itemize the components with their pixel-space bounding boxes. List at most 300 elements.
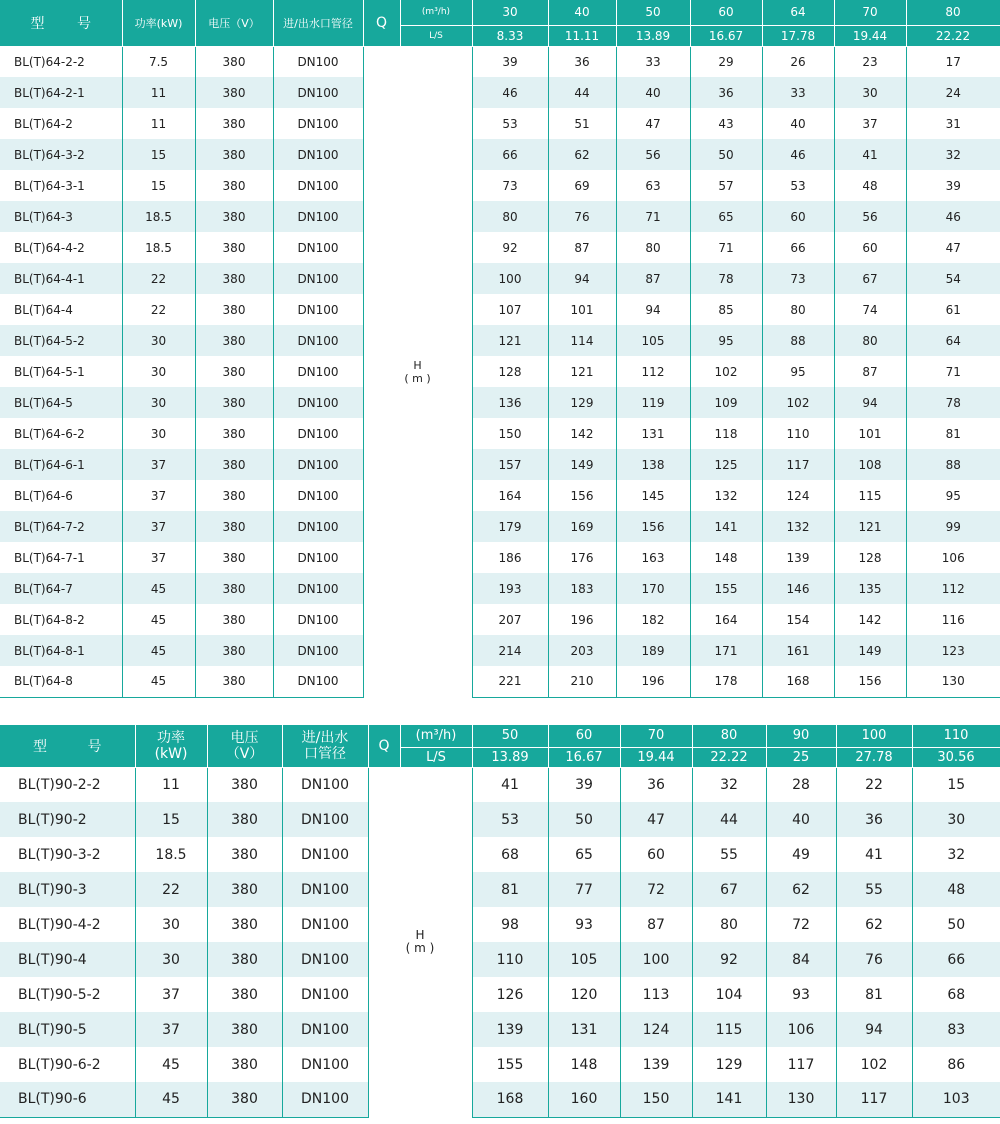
cell-head-value: 131: [616, 418, 690, 449]
table-row: [0, 837, 1000, 872]
cell-power: 22: [122, 263, 195, 294]
cell-head-value: 121: [472, 325, 548, 356]
cell-head-value: 68: [472, 837, 548, 872]
cell-power: 15: [135, 802, 207, 837]
cell-head-value: 136: [472, 387, 548, 418]
table-row: [0, 108, 1000, 139]
cell-head-value: 50: [947, 916, 966, 933]
cell-voltage: 380: [207, 872, 282, 907]
head-unit: ( m ): [405, 941, 435, 956]
cell-head-value: 126: [472, 977, 548, 1012]
flow-ls: 22.22: [906, 25, 1000, 46]
cell-voltage: 380: [195, 635, 273, 666]
cell-head-value: 56: [834, 201, 906, 232]
cell-pipe: DN100: [273, 201, 363, 232]
cell-head-value: 92: [472, 232, 548, 263]
cell-model: BL(T)64-2-1: [0, 77, 122, 108]
table-row: [0, 232, 1000, 263]
cell-head-value: 61: [945, 302, 961, 317]
flow-m3h: 50: [472, 725, 548, 747]
cell-head-value: 196: [616, 666, 690, 697]
cell-head-value: 142: [548, 418, 616, 449]
cell-head-value: 87: [616, 263, 690, 294]
cell-head-value: 47: [620, 802, 692, 837]
cell-model: BL(T)90-4: [0, 942, 135, 977]
cell-model: BL(T)90-5-2: [0, 977, 135, 1012]
flow-ls: 11.11: [548, 25, 616, 46]
cell-head-value: 93: [766, 977, 836, 1012]
head-label: H: [415, 928, 425, 943]
cell-head-value: 171: [690, 635, 762, 666]
cell-head-value: 203: [548, 635, 616, 666]
flow-m3h: 64: [762, 0, 834, 25]
cell-head-value: 62: [548, 139, 616, 170]
cell-pipe: DN100: [273, 108, 363, 139]
cell-head-value: 87: [834, 356, 906, 387]
cell-head-value: 50: [690, 139, 762, 170]
cell-model: BL(T)90-3-2: [0, 837, 135, 872]
cell-voltage: 380: [207, 907, 282, 942]
table-row: [0, 1082, 1000, 1117]
cell-head-value: 179: [472, 511, 548, 542]
cell-head-value: 32: [692, 767, 766, 802]
cell-head-value: 87: [548, 232, 616, 263]
cell-pipe: DN100: [282, 802, 368, 837]
cell-head-value: 81: [945, 426, 961, 441]
cell-head-value: 168: [762, 666, 834, 697]
cell-pipe: DN100: [273, 139, 363, 170]
cell-head-value: 139: [762, 542, 834, 573]
cell-voltage: 380: [195, 387, 273, 418]
flow-ls: 16.67: [690, 25, 762, 46]
cell-head-value: 51: [548, 108, 616, 139]
cell-voltage: 380: [207, 1012, 282, 1047]
cell-pipe: DN100: [273, 542, 363, 573]
cell-head-value: 36: [690, 77, 762, 108]
cell-pipe: DN100: [273, 666, 363, 697]
cell-power: 30: [122, 418, 195, 449]
cell-pipe: DN100: [282, 942, 368, 977]
cell-pipe: DN100: [273, 46, 363, 77]
cell-head-value: 221: [472, 666, 548, 697]
cell-voltage: 380: [195, 666, 273, 697]
cell-head-value: 48: [912, 872, 1000, 907]
header-model: 型 号: [0, 0, 122, 46]
cell-head-value: 57: [690, 170, 762, 201]
cell-head-value: 132: [690, 480, 762, 511]
cell-power: 15: [122, 139, 195, 170]
cell-head-value: 24: [906, 77, 1000, 108]
cell-head-value: 78: [906, 387, 1000, 418]
cell-model: BL(T)90-2: [0, 802, 135, 837]
cell-power: 37: [122, 449, 195, 480]
cell-pipe: DN100: [273, 232, 363, 263]
cell-voltage: 380: [195, 139, 273, 170]
cell-power: 37: [122, 542, 195, 573]
cell-head-value: 178: [690, 666, 762, 697]
cell-head-value: 83: [912, 1012, 1000, 1047]
cell-head-value: 100: [472, 263, 548, 294]
cell-power: 15: [122, 170, 195, 201]
cell-head-value: 94: [548, 263, 616, 294]
table-row: [0, 325, 1000, 356]
cell-model: BL(T)64-4-2: [0, 232, 122, 263]
cell-head-value: 43: [690, 108, 762, 139]
flow-ls: 13.89: [616, 25, 690, 46]
cell-pipe: DN100: [273, 635, 363, 666]
header-model: 型 号: [0, 725, 135, 767]
cell-head-value: 112: [616, 356, 690, 387]
flow-ls: 30.56: [912, 747, 1000, 767]
cell-head-value: 169: [548, 511, 616, 542]
cell-head-value: 99: [906, 511, 1000, 542]
cell-head-value: 72: [620, 872, 692, 907]
cell-head-value: 95: [690, 325, 762, 356]
cell-head-value: 46: [906, 201, 1000, 232]
cell-power: 30: [122, 356, 195, 387]
cell-head-value: 86: [947, 1056, 966, 1073]
flow-m3h: 110: [912, 725, 1000, 747]
table-row: [0, 449, 1000, 480]
cell-head-value: 148: [548, 1047, 620, 1082]
cell-head-value: 164: [690, 604, 762, 635]
cell-model: BL(T)90-6: [0, 1082, 135, 1117]
cell-model: BL(T)64-5: [0, 387, 122, 418]
cell-head-value: 53: [472, 108, 548, 139]
cell-pipe: DN100: [282, 872, 368, 907]
cell-head-value: 33: [762, 77, 834, 108]
cell-model: BL(T)90-5: [0, 1012, 135, 1047]
cell-power: 45: [122, 666, 195, 697]
cell-head-value: 31: [945, 116, 961, 131]
cell-head-value: 72: [766, 907, 836, 942]
cell-head-value: 29: [690, 46, 762, 77]
cell-head-value: 100: [620, 942, 692, 977]
cell-voltage: 380: [195, 77, 273, 108]
cell-head-value: 95: [945, 488, 961, 503]
table-row: [0, 1012, 1000, 1047]
flow-m3h: 60: [690, 0, 762, 25]
cell-pipe: DN100: [282, 837, 368, 872]
cell-head-value: 53: [762, 170, 834, 201]
cell-head-value: 23: [834, 46, 906, 77]
cell-power: 11: [122, 77, 195, 108]
cell-head-value: 80: [692, 907, 766, 942]
cell-power: 22: [135, 872, 207, 907]
cell-head-value: 132: [762, 511, 834, 542]
cell-head-value: 117: [766, 1047, 836, 1082]
cell-model: BL(T)64-2-2: [0, 46, 122, 77]
cell-head-value: 130: [906, 666, 1000, 697]
cell-pipe: DN100: [282, 1082, 368, 1117]
cell-model: BL(T)64-8-2: [0, 604, 122, 635]
cell-power: 22: [122, 294, 195, 325]
cell-head-value: 54: [906, 263, 1000, 294]
cell-pipe: DN100: [282, 767, 368, 802]
cell-head-value: 80: [834, 325, 906, 356]
cell-power: 45: [122, 573, 195, 604]
cell-head-value: 73: [472, 170, 548, 201]
cell-head-value: 118: [690, 418, 762, 449]
cell-head-value: 176: [548, 542, 616, 573]
cell-pipe: DN100: [273, 418, 363, 449]
cell-head-value: 149: [834, 635, 906, 666]
cell-head-value: 129: [692, 1047, 766, 1082]
cell-head-value: 39: [945, 178, 961, 193]
table-row: [0, 573, 1000, 604]
cell-head-value: 157: [472, 449, 548, 480]
cell-head-value: 49: [766, 837, 836, 872]
cell-pipe: DN100: [273, 263, 363, 294]
cell-head-value: 36: [836, 802, 912, 837]
table-row: [0, 872, 1000, 907]
flow-ls: 8.33: [472, 25, 548, 46]
cell-head-value: 87: [620, 907, 692, 942]
cell-head-value: 26: [762, 46, 834, 77]
cell-power: 18.5: [122, 201, 195, 232]
head-unit: ( m ): [404, 371, 431, 385]
table-body: [0, 767, 1000, 1117]
cell-model: BL(T)90-3: [0, 872, 135, 907]
cell-power: 30: [135, 942, 207, 977]
cell-head-value: 94: [834, 387, 906, 418]
cell-head-value: 123: [906, 635, 1000, 666]
cell-head-value: 155: [690, 573, 762, 604]
cell-head-value: 69: [548, 170, 616, 201]
cell-power: 37: [122, 480, 195, 511]
cell-head-value: 142: [834, 604, 906, 635]
cell-head-value: 77: [548, 872, 620, 907]
table-row: [0, 46, 1000, 77]
cell-voltage: 380: [195, 232, 273, 263]
cell-head-value: 85: [690, 294, 762, 325]
cell-head-value: 156: [616, 511, 690, 542]
cell-head-value: 63: [616, 170, 690, 201]
cell-head-value: 170: [616, 573, 690, 604]
cell-head-value: 168: [472, 1082, 548, 1117]
cell-head-value: 183: [548, 573, 616, 604]
cell-pipe: DN100: [273, 604, 363, 635]
cell-power: 45: [122, 604, 195, 635]
cell-pipe: DN100: [282, 1047, 368, 1082]
cell-head-value: 94: [836, 1012, 912, 1047]
cell-head-value: 155: [472, 1047, 548, 1082]
cell-head-value: 214: [472, 635, 548, 666]
cell-voltage: 380: [195, 542, 273, 573]
header-unit-m3h: (m³/h): [400, 0, 472, 25]
cell-head-value: 28: [766, 767, 836, 802]
cell-head-value: 76: [836, 942, 912, 977]
cell-head-value: 150: [472, 418, 548, 449]
cell-head-value: 138: [616, 449, 690, 480]
cell-head-value: 146: [762, 573, 834, 604]
cell-voltage: 380: [195, 356, 273, 387]
cell-voltage: 380: [195, 108, 273, 139]
cell-head-value: 44: [548, 77, 616, 108]
cell-model: BL(T)64-5-2: [0, 325, 122, 356]
cell-head-value: 32: [947, 846, 966, 863]
cell-head-value: 46: [472, 77, 548, 108]
cell-head-value: 46: [762, 139, 834, 170]
cell-head-value: 60: [762, 201, 834, 232]
cell-voltage: 380: [195, 201, 273, 232]
header-voltage: 电压（V）: [195, 0, 273, 46]
cell-head-value: 93: [548, 907, 620, 942]
cell-power: 37: [135, 977, 207, 1012]
cell-head-value: 94: [616, 294, 690, 325]
cell-power: 45: [122, 635, 195, 666]
cell-head-value: 124: [620, 1012, 692, 1047]
cell-head-value: 121: [834, 511, 906, 542]
cell-pipe: DN100: [273, 511, 363, 542]
cell-head-value: 44: [692, 802, 766, 837]
flow-m3h: 80: [906, 0, 1000, 25]
header-q: Q: [368, 725, 400, 767]
cell-head-value: 128: [834, 542, 906, 573]
cell-head-value: 65: [690, 201, 762, 232]
header-q: Q: [363, 0, 400, 46]
cell-pipe: DN100: [282, 977, 368, 1012]
cell-head-value: 189: [616, 635, 690, 666]
cell-head-value: 110: [472, 942, 548, 977]
cell-head-value: 110: [762, 418, 834, 449]
cell-power: 45: [135, 1047, 207, 1082]
cell-model: BL(T)64-3-2: [0, 139, 122, 170]
cell-head-value: 150: [620, 1082, 692, 1117]
cell-head-value: 41: [834, 139, 906, 170]
cell-head-value: 161: [762, 635, 834, 666]
cell-head-value: 80: [616, 232, 690, 263]
cell-head-value: 115: [834, 480, 906, 511]
cell-model: BL(T)64-5-1: [0, 356, 122, 387]
table-row: [0, 201, 1000, 232]
cell-head-value: 30: [912, 802, 1000, 837]
table-row: [0, 802, 1000, 837]
header-unit-ls: L/S: [400, 747, 472, 767]
cell-head-value: 62: [766, 872, 836, 907]
cell-model: BL(T)64-6: [0, 480, 122, 511]
cell-head-value: 160: [548, 1082, 620, 1117]
cell-power: 11: [122, 108, 195, 139]
cell-head-value: 40: [766, 802, 836, 837]
table-row: [0, 511, 1000, 542]
cell-pipe: DN100: [282, 907, 368, 942]
table-row: [0, 977, 1000, 1012]
cell-head-value: 88: [906, 449, 1000, 480]
cell-head-value: 88: [762, 325, 834, 356]
cell-voltage: 380: [195, 511, 273, 542]
table-row: [0, 604, 1000, 635]
cell-head-value: 71: [690, 232, 762, 263]
cell-head-value: 84: [766, 942, 836, 977]
cell-pipe: DN100: [273, 325, 363, 356]
table-row: [0, 170, 1000, 201]
header-unit-ls: L/S: [400, 25, 472, 46]
head-label-cell: [368, 767, 472, 1117]
cell-head-value: 60: [620, 837, 692, 872]
cell-head-value: 80: [762, 294, 834, 325]
cell-head-value: 102: [836, 1047, 912, 1082]
cell-head-value: 102: [762, 387, 834, 418]
table-row: [0, 666, 1000, 697]
cell-head-value: 78: [690, 263, 762, 294]
cell-pipe: DN100: [273, 480, 363, 511]
cell-power: 18.5: [135, 837, 207, 872]
head-label: H: [413, 358, 422, 372]
cell-head-value: 47: [616, 108, 690, 139]
cell-head-value: 120: [548, 977, 620, 1012]
cell-model: BL(T)64-6-2: [0, 418, 122, 449]
cell-head-value: 149: [548, 449, 616, 480]
cell-head-value: 55: [836, 872, 912, 907]
cell-head-value: 117: [762, 449, 834, 480]
cell-head-value: 101: [548, 294, 616, 325]
cell-head-value: 141: [690, 511, 762, 542]
header-unit-m3h: (m³/h): [400, 725, 472, 747]
flow-ls: 27.78: [836, 747, 912, 767]
cell-model: BL(T)64-8-1: [0, 635, 122, 666]
cell-head-value: 196: [548, 604, 616, 635]
table-row: [0, 387, 1000, 418]
cell-head-value: 156: [548, 480, 616, 511]
cell-power: 7.5: [122, 46, 195, 77]
cell-pipe: DN100: [273, 573, 363, 604]
cell-head-value: 60: [834, 232, 906, 263]
cell-voltage: 380: [207, 837, 282, 872]
cell-voltage: 380: [195, 46, 273, 77]
cell-model: BL(T)90-4-2: [0, 907, 135, 942]
cell-head-value: 64: [906, 325, 1000, 356]
flow-ls: 25: [766, 747, 836, 767]
cell-head-value: 73: [762, 263, 834, 294]
cell-head-value: 117: [836, 1082, 912, 1117]
cell-voltage: 380: [195, 170, 273, 201]
cell-voltage: 380: [195, 604, 273, 635]
cell-voltage: 380: [195, 573, 273, 604]
cell-pipe: DN100: [273, 449, 363, 480]
cell-head-value: 107: [472, 294, 548, 325]
flow-ls: 19.44: [834, 25, 906, 46]
cell-head-value: 65: [548, 837, 620, 872]
cell-head-value: 163: [616, 542, 690, 573]
cell-head-value: 71: [945, 364, 961, 379]
flow-m3h: 60: [548, 725, 620, 747]
table-row: [0, 139, 1000, 170]
cell-head-value: 154: [762, 604, 834, 635]
cell-head-value: 129: [548, 387, 616, 418]
cell-head-value: 103: [912, 1082, 1000, 1117]
cell-power: 18.5: [122, 232, 195, 263]
cell-pipe: DN100: [273, 294, 363, 325]
cell-head-value: 105: [616, 325, 690, 356]
cell-head-value: 39: [548, 767, 620, 802]
cell-head-value: 71: [616, 201, 690, 232]
table-row: [0, 767, 1000, 802]
cell-pipe: DN100: [273, 387, 363, 418]
cell-power: 30: [135, 907, 207, 942]
table-row: [0, 635, 1000, 666]
cell-voltage: 380: [195, 449, 273, 480]
cell-head-value: 41: [836, 837, 912, 872]
cell-model: BL(T)64-7-1: [0, 542, 122, 573]
flow-m3h: 100: [836, 725, 912, 747]
flow-ls: 13.89: [472, 747, 548, 767]
cell-head-value: 186: [472, 542, 548, 573]
cell-head-value: 156: [834, 666, 906, 697]
cell-head-value: 207: [472, 604, 548, 635]
cell-head-value: 105: [548, 942, 620, 977]
cell-model: BL(T)64-4-1: [0, 263, 122, 294]
